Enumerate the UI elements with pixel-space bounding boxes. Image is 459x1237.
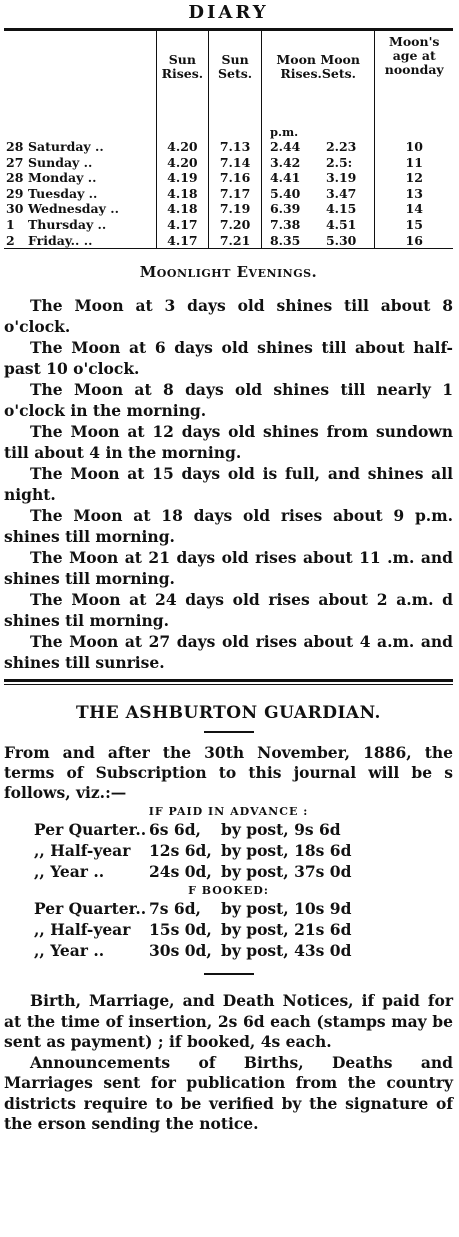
rate-post: by post, 9s 6d (221, 820, 341, 840)
advance-rates (4, 819, 453, 882)
rate-label: ,, Year .. (34, 862, 105, 882)
rate-row (4, 919, 453, 940)
rate-row (4, 940, 453, 961)
diary-row (4, 201, 453, 217)
rate-row (4, 819, 453, 840)
rate-amount: 7s 6d, (149, 899, 201, 919)
diary-date: 1 (6, 216, 15, 232)
moon-sets-value: 2.23 (325, 139, 357, 154)
rate-post: by post, 43s 0d (221, 941, 352, 961)
sun-sets-cell: 7.19 (209, 201, 262, 217)
diary-header-day (4, 31, 156, 125)
moon-rises-value: 7.38 (269, 216, 301, 232)
moon-sets-value: 2.5: (325, 154, 353, 170)
diary-day-cell (4, 201, 156, 217)
moonlight-paragraphs (4, 295, 453, 673)
moon-sets-value: 3.19 (325, 170, 357, 186)
diary-row (4, 170, 453, 186)
moon-rises-value: 2.44 (269, 139, 301, 154)
sun-sets-cell: 7.20 (209, 217, 262, 233)
sun-rises-cell: 4.20 (156, 155, 209, 171)
rate-row (4, 861, 453, 882)
moonlight-paragraph: The Moon at 8 days old shines till nearly 1 o'clock in the morning. (4, 380, 453, 421)
moon-age-cell: 12 (375, 170, 453, 186)
moon-age-cell: 11 (375, 155, 453, 171)
moon-sets-value: 4.15 (325, 201, 357, 217)
diary-day-name: Thursday .. (28, 216, 107, 232)
subscription-intro: From and after the 30th November, 1886, the terms of Subscription to this journal will be s follows, viz.:— (4, 743, 453, 803)
rate-amount: 12s 6d, (149, 841, 212, 861)
moon-rises-value: 6.39 (269, 201, 301, 217)
diary-row (4, 217, 453, 233)
sun-sets-cell: 7.17 (209, 186, 262, 202)
notices-short-rule (204, 973, 254, 975)
diary-day-cell (4, 233, 156, 249)
sun-rises-cell: 4.17 (156, 217, 209, 233)
notice-paragraph: Birth, Marriage, and Death Notices, if paid for at the time of insertion, 2s 6d each (stamps may be sent as payment) ; if booked, 4s each. (4, 991, 453, 1052)
moonlight-paragraph: The Moon at 21 days old rises about 11 .m. and shines till morning. (4, 548, 453, 589)
newspaper-column (0, 2, 459, 1237)
moon-sets-value: 3.47 (325, 185, 357, 201)
diary-day-name: Friday.. .. (28, 232, 93, 248)
diary-title: DIARY (188, 2, 269, 23)
sun-sets-cell: 7.13 (209, 139, 262, 155)
diary-day-name: Tuesday .. (28, 185, 98, 201)
sun-rises-cell: 4.19 (156, 170, 209, 186)
moon-rises-sets-cell (261, 139, 375, 155)
sun-rises-cell: 4.17 (156, 233, 209, 249)
diary-day-cell (4, 139, 156, 155)
sun-rises-cell: 4.18 (156, 201, 209, 217)
header-sun-sets: Sun Sets. (209, 31, 262, 125)
diary-day-cell (4, 217, 156, 233)
rate-post: by post, 37s 0d (221, 862, 352, 882)
header-moon-age: Moon's age at noonday (375, 31, 453, 125)
section-divider (4, 679, 453, 685)
sun-sets-cell: 7.21 (209, 233, 262, 249)
moonlight-paragraph: The Moon at 24 days old rises about 2 a.m. d shines til morning. (4, 590, 453, 631)
moon-rises-sets-cell (261, 201, 375, 217)
moon-sets-value: 4.51 (325, 216, 357, 232)
header-sun-rises: Sun Rises. (156, 31, 209, 125)
rate-post: by post, 18s 6d (221, 841, 352, 861)
rate-label: ,, Year .. (34, 941, 105, 961)
moon-age-cell: 13 (375, 186, 453, 202)
moon-age-cell: 16 (375, 233, 453, 249)
moonlight-paragraph: The Moon at 15 days old is full, and shines all night. (4, 464, 453, 505)
moon-sets-value: 5.30 (325, 232, 357, 248)
sun-sets-cell: 7.16 (209, 170, 262, 186)
diary-bottom-rule (4, 248, 453, 249)
diary-row (4, 155, 453, 171)
sun-rises-cell: 4.18 (156, 186, 209, 202)
moonlight-paragraph: The Moon at 27 days old rises about 4 a.m. and shines till sunrise. (4, 632, 453, 673)
moon-rises-sets-cell (261, 217, 375, 233)
diary-date: 28 (6, 170, 24, 186)
moon-rises-value: 8.35 (269, 232, 301, 248)
diary-day-cell (4, 186, 156, 202)
diary-date: 29 (6, 185, 24, 201)
diary-day-name: Wednesday .. (28, 201, 119, 217)
diary-day-name: Monday .. (28, 170, 97, 186)
sun-sets-cell: 7.14 (209, 155, 262, 171)
sun-rises-cell: 4.20 (156, 139, 209, 155)
moon-age-cell: 14 (375, 201, 453, 217)
rate-label: ,, Half-year (34, 841, 131, 861)
rate-amount: 15s 0d, (149, 920, 212, 940)
advance-heading: IF PAID IN ADVANCE : (148, 805, 309, 819)
rate-row (4, 840, 453, 861)
diary-day-name: Saturday .. (28, 139, 104, 154)
rate-post: by post, 10s 9d (221, 899, 352, 919)
rate-label: ,, Half-year (34, 920, 131, 940)
diary-date: 28 (6, 139, 24, 154)
moon-rises-value: 3.42 (269, 154, 301, 170)
diary-row (4, 186, 453, 202)
diary-row (4, 139, 453, 155)
rate-label: Per Quarter.. (34, 899, 147, 919)
rate-amount: 30s 0d, (149, 941, 212, 961)
moonlight-paragraph: The Moon at 12 days old shines from sundown till about 4 in the morning. (4, 422, 453, 463)
diary-day-cell (4, 170, 156, 186)
rate-row (4, 898, 453, 919)
moonlight-heading: Moonlight Evenings. (139, 263, 318, 282)
diary-body (4, 125, 453, 248)
booked-rates (4, 898, 453, 961)
moon-rises-value: 5.40 (269, 185, 301, 201)
notice-paragraph: Announcements of Births, Deaths and Marriages sent for publication from the country districts require to be verified by the signature of the erson sending the notice. (4, 1052, 453, 1134)
moonlight-paragraph: The Moon at 18 days old rises about 9 p.m. shines till morning. (4, 506, 453, 547)
diary-day-name: Sunday .. (28, 154, 93, 170)
diary-date: 2 (6, 232, 15, 248)
diary-day-cell (4, 155, 156, 171)
moon-age-cell: 15 (375, 217, 453, 233)
pm-label: p.m. (261, 125, 375, 139)
title-short-rule (204, 731, 254, 733)
rate-label: Per Quarter.. (34, 820, 147, 840)
moon-rises-sets-cell (261, 170, 375, 186)
rate-amount: 6s 6d, (149, 820, 201, 840)
moonlight-paragraph: The Moon at 3 days old shines till about 8 o'clock. (4, 296, 453, 337)
guardian-title: THE ASHBURTON GUARDIAN. (76, 703, 381, 724)
rate-amount: 24s 0d, (149, 862, 212, 882)
moon-rises-sets-cell (261, 233, 375, 249)
header-moon-rises-sets: Moon Moon Rises.Sets. (261, 31, 375, 125)
moonlight-paragraph: The Moon at 6 days old shines till about half-past 10 o'clock. (4, 338, 453, 379)
moon-age-cell: 10 (375, 139, 453, 155)
diary-table (4, 31, 453, 248)
booked-heading: F BOOKED: (188, 884, 269, 898)
diary-row (4, 233, 453, 249)
diary-date: 27 (6, 154, 24, 170)
moon-rises-value: 4.41 (269, 170, 301, 186)
moon-rises-sets-cell (261, 186, 375, 202)
rate-post: by post, 21s 6d (221, 920, 352, 940)
diary-date: 30 (6, 201, 24, 217)
pm-row (4, 125, 453, 139)
moon-rises-sets-cell (261, 155, 375, 171)
